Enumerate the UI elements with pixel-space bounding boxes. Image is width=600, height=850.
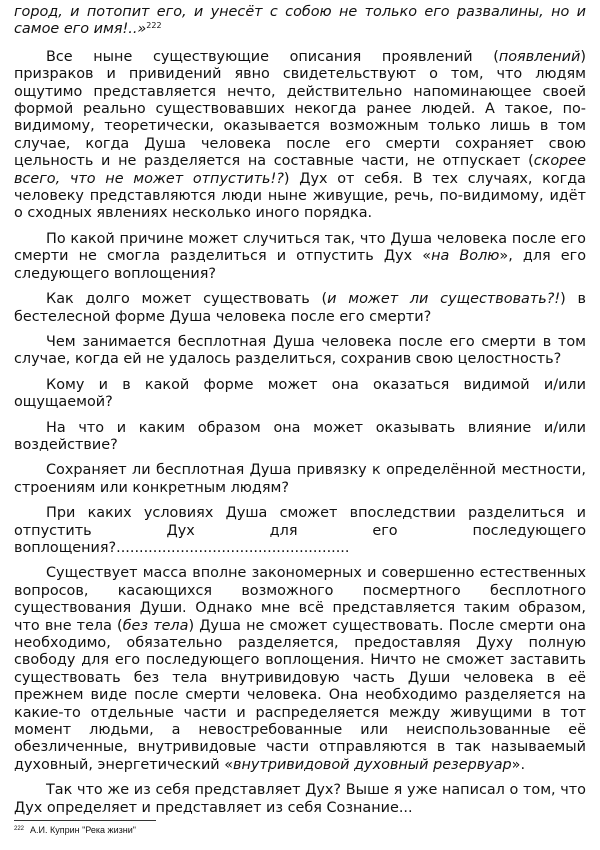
text-segment: ». [511, 756, 526, 773]
paragraph [14, 231, 586, 283]
paragraph [14, 462, 586, 497]
paragraph [14, 377, 586, 412]
text-segment: Существует масса вполне закономерных и совершенно естественных вопросов, касающихся возможного посмертного бесплотного существования Души. Однако мне всё представляется таким образом, что вне тела ( [14, 565, 586, 634]
text-segment: Кому и в какой форме может она оказаться видимой и/или ощущаемой? [14, 376, 586, 411]
footnote-number: 222 [14, 826, 25, 832]
paragraph [14, 505, 586, 557]
text-segment: По какой причине может случиться так, что Душа человека после его смерти не смогла разделиться и отпустить Дух « [14, 230, 586, 265]
text-segment: На что и каким образом она может оказывать влияние и/или воздействие? [14, 419, 586, 453]
italic-text: и может ли существовать?! [327, 291, 561, 308]
italic-text: появлений [498, 48, 581, 65]
text-segment: Как долго может существовать ( [46, 291, 328, 308]
italic-text: скорее всего, что не может отпустить!? [14, 153, 586, 187]
italic-text: город, и потопит его, и унесёт с собою не только его развалины, но и самое его имя!..» [14, 4, 586, 38]
text-segment: Так что же из себя представляет Дух? Выше я уже написал о том, что Дух определяет и представляет из себя Сознание... [14, 782, 586, 816]
footnote-ref: 222 [146, 21, 162, 31]
footnote [14, 825, 136, 835]
paragraph [14, 334, 586, 369]
text-segment: Чем занимается бесплотная Душа человека после его смерти в том случае, когда ей не удалось разделиться, сохранив свою целостность? [14, 333, 586, 368]
paragraph [14, 420, 586, 455]
paragraph [14, 782, 586, 817]
footnote-divider [14, 820, 156, 821]
text-segment: Все ныне существующие описания проявлений ( [46, 48, 499, 65]
footnote-text: А.И. Куприн "Река жизни" [30, 825, 136, 835]
text-segment: При каких условиях Душа сможет впоследствии разделиться и отпустить Дух для его последующего воплощения?................................................... [14, 505, 586, 556]
text-segment: ) Дух от себя. В тех случаях, когда человеку представляются люди ныне живущие, речь, по-видимому, идёт о сходных явлениях несколько иного порядка. [14, 170, 586, 222]
text-segment: ) Душа не сможет существовать. После смерти она необходимо, обязательно разделяется, предоставляя Духу полную свободу для его последующего воплощения. Ничто не сможет заставить существовать без тела внутривидовую часть Души человека в её прежнем виде после смерти человека. Она необходимо разделяется на какие-то отдельные части и распределяется между живущими в тот момент людьми, а невостребованные или неиспользованные её обезличенные, внутривидовые части отправляются в так называемый духовный, энергетический « [14, 617, 586, 773]
paragraph [14, 291, 586, 326]
paragraph [14, 4, 586, 39]
paragraph [14, 565, 586, 774]
text-segment: », для его следующего воплощения? [14, 248, 586, 282]
document-page [14, 4, 586, 825]
text-segment: ) призраков и привидений явно свидетельствуют о том, что людям ощутимо представляется нечто, действительно напоминающее своей формой реально существовавших некогда ранее людей. А такое, по-видимому, теоретически, оказывается возможным только лишь в том случае, когда Душа человека после его смерти сохраняет свою цельность и не разделяется на составные части, не отпускает ( [14, 48, 586, 170]
italic-text: внутривидовой духовный резервуар [233, 756, 512, 773]
text-segment: Сохраняет ли бесплотная Душа привязку к определённой местности, строениям или конкретным людям? [14, 462, 586, 496]
text-segment: ) в бестелесной форме Душа человека после его смерти? [14, 291, 586, 325]
italic-text: без тела [122, 617, 189, 634]
italic-text: на Волю [431, 248, 500, 265]
paragraph [14, 49, 586, 223]
